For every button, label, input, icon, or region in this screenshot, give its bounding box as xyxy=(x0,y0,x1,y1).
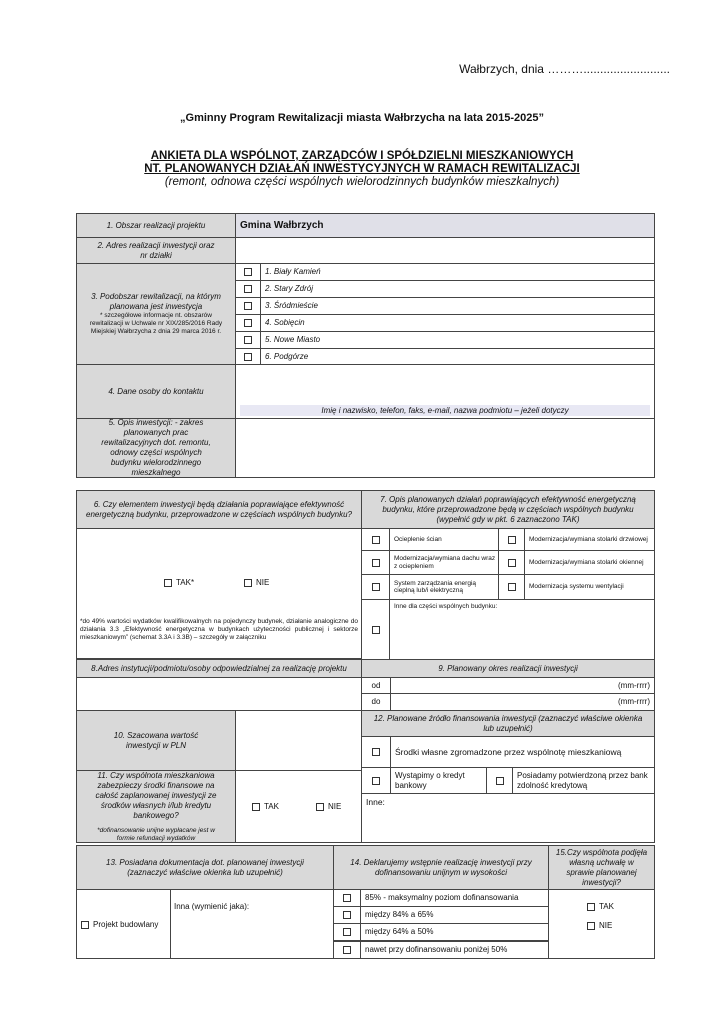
q11-label: 11. Czy wspólnota mieszkaniowa zabezpieczy środki finansowe na całość zaplanowanej inwestycji ze środków własnych i/lub kredytu bankowego? xyxy=(95,770,217,820)
q7-left-checkbox-cell xyxy=(361,574,390,600)
q3-option-checkbox[interactable] xyxy=(244,336,252,344)
q3-option-label: 3. Śródmieście xyxy=(260,297,655,315)
q7-right-checkbox[interactable] xyxy=(508,536,516,544)
q7-other-checkbox[interactable] xyxy=(372,626,380,634)
q7-right-option: Modernizacja/wymiana stolarki drzwiowej xyxy=(524,528,655,551)
q2-input[interactable] xyxy=(235,237,655,264)
q15-tak-checkbox[interactable] xyxy=(587,903,595,911)
q4-hint: Imię i nazwisko, telefon, faks, e-mail, nazwa podmiotu – jeżeli dotyczy xyxy=(240,405,650,416)
q12-own: Środki własne zgromadzone przez wspólnotę mieszkaniową xyxy=(390,736,655,768)
q12-credit-apply-checkbox[interactable] xyxy=(372,777,380,785)
q3-option-checkbox-cell xyxy=(235,297,261,315)
q15-label: 15.Czy wspólnota podjęła własną uchwałę w sprawie planowanej inwestycji? xyxy=(548,845,655,890)
q12-credit-have-checkbox[interactable] xyxy=(496,777,504,785)
q8-label: 8.Adres instytucji/podmiotu/osoby odpowiedzialnej za realizację projektu xyxy=(76,659,362,678)
q7-left-checkbox-cell xyxy=(361,528,390,551)
q7-right-checkbox[interactable] xyxy=(508,559,516,567)
q11-note: *dofinansowanie unijne wypłacane jest w formie refundacji wydatków xyxy=(97,826,215,842)
q15-nie[interactable]: NIE xyxy=(587,921,612,930)
q12-credit-have: Posiadamy potwierdzoną przez bank zdolność kredytową xyxy=(512,767,655,794)
q6-tak[interactable]: TAK* xyxy=(164,578,194,587)
q6-note: *do 49% wartości wydatków kwalifikowalnych na pojedynczy budynek, działanie analogiczne do działania 3.3 „Efektywność energetyczna w budynkach użyteczności publicznej i sektorze mieszkaniowym” (schemat 3.3A i 3.3B) – szczegóły w załączniku xyxy=(80,618,358,641)
q3-option-label: 6. Podgórze xyxy=(260,348,655,365)
q13-label: 13. Posiadana dokumentacja dot. planowanej inwestycji (zaznaczyć właściwe okienka lub uzupełnić) xyxy=(76,845,334,890)
q3-option-label: 1. Biały Kamień xyxy=(260,263,655,281)
q9-label: 9. Planowany okres realizacji inwestycji xyxy=(361,659,655,678)
q14-option-checkbox[interactable] xyxy=(343,911,351,919)
q14-option-label: 85% - maksymalny poziom dofinansowania xyxy=(360,889,549,907)
program-title: „Gminny Program Rewitalizacji miasta Wałbrzycha na lata 2015-2025” xyxy=(180,112,544,124)
q9-to-label: do xyxy=(361,693,391,711)
q7-other-label: Inne dla części wspólnych budynku: xyxy=(394,603,498,610)
q13-other-input[interactable]: Inna (wymienić jaka): xyxy=(170,889,334,959)
q14-label: 14. Deklarujemy wstępnie realizację inwestycji przy dofinansowaniu unijnym w wysokości xyxy=(333,845,549,890)
q7-left-checkbox[interactable] xyxy=(372,559,380,567)
q6-label: 6. Czy elementem inwestycji będą działania poprawiające efektywność energetyczną budynku, przeprowadzone w częściach wspólnych budynku? xyxy=(76,490,362,529)
q1-label: 1. Obszar realizacji projektu xyxy=(76,213,236,238)
q5-input[interactable] xyxy=(235,418,655,478)
q3-label-cell xyxy=(76,263,236,365)
q3-option-checkbox[interactable] xyxy=(244,353,252,361)
q11-tak-checkbox[interactable] xyxy=(252,803,260,811)
q6-nie-checkbox[interactable] xyxy=(244,579,252,587)
q14-option-checkbox[interactable] xyxy=(343,894,351,902)
q9-to-input[interactable]: (mm-rrrr) xyxy=(390,693,655,711)
q12-credit-apply: Wystąpimy o kredyt bankowy xyxy=(390,767,487,794)
q5-label: 5. Opis inwestycji: - zakres planowanych prac rewitalizacyjnych dot. remontu, odnowy części wspólnych budynku wielorodzinnego mieszkalnego xyxy=(76,418,236,478)
q12-label: 12. Planowane źródło finansowania inwestycji (zaznaczyć właściwe okienka lub uzupełnić) xyxy=(361,710,655,737)
q6-nie[interactable]: NIE xyxy=(244,578,269,587)
q11-nie-checkbox[interactable] xyxy=(316,803,324,811)
q3-option-checkbox[interactable] xyxy=(244,268,252,276)
survey-title-2: NT. PLANOWANYCH DZIAŁAŃ INWESTYCYJNYCH W RAMACH REWITALIZACJI xyxy=(144,163,580,175)
q2-label: 2. Adres realizacji inwestycji oraz nr działki xyxy=(76,237,236,264)
q4-label: 4. Dane osoby do kontaktu xyxy=(76,364,236,419)
q12-own-checkbox[interactable] xyxy=(372,748,380,756)
q11-label-cell xyxy=(76,770,236,843)
q7-right-checkbox-cell xyxy=(498,528,525,551)
q7-right-checkbox-cell xyxy=(498,550,525,575)
q13-project-checkbox[interactable] xyxy=(81,921,89,929)
q15-tak[interactable]: TAK xyxy=(587,902,614,911)
q7-other-input[interactable] xyxy=(389,599,655,660)
q10-label: 10. Szacowana wartość inwestycji w PLN xyxy=(76,710,236,771)
q3-note: * szczegółowe informacje nt. obszarów rewitalizacji w Uchwale nr XIX/285/2016 Rady Miejskiej Wałbrzycha z dnia 29 marca 2016 r. xyxy=(89,312,223,335)
q3-option-checkbox[interactable] xyxy=(244,285,252,293)
q7-left-checkbox[interactable] xyxy=(372,536,380,544)
date-line: Wałbrzych, dnia ……….......................... xyxy=(459,62,670,76)
q3-option-checkbox-cell xyxy=(235,331,261,349)
q10-input[interactable] xyxy=(235,710,362,771)
q3-option-checkbox[interactable] xyxy=(244,319,252,327)
q3-option-checkbox-cell xyxy=(235,348,261,365)
q3-option-label: 2. Stary Zdrój xyxy=(260,280,655,298)
q7-left-option: Ocieplenie ścian xyxy=(389,528,499,551)
q14-option-checkbox-cell xyxy=(333,941,361,959)
q12-credit-apply-cell xyxy=(361,767,391,794)
survey-subtitle: (remont, odnowa części wspólnych wielorodzinnych budynków mieszkalnych) xyxy=(164,176,560,188)
q14-option-checkbox-cell xyxy=(333,889,361,907)
q12-credit-have-cell xyxy=(486,767,513,794)
q3-option-checkbox-cell xyxy=(235,314,261,332)
q12-own-cell xyxy=(361,736,391,768)
q14-option-label: między 64% a 50% xyxy=(360,923,549,941)
q7-left-option: Modernizacja/wymiana dachu wraz z ociepleniem xyxy=(389,550,499,575)
q7-right-checkbox-cell xyxy=(498,574,525,600)
q7-right-option: Modernizacja systemu wentylacji xyxy=(524,574,655,600)
q3-option-label: 4. Sobięcin xyxy=(260,314,655,332)
q14-option-checkbox-cell xyxy=(333,923,361,941)
q3-label: 3. Podobszar rewitalizacji, na którym planowana jest inwestycja xyxy=(91,292,221,311)
q3-option-label: 5. Nowe Miasto xyxy=(260,331,655,349)
q3-option-checkbox-cell xyxy=(235,280,261,298)
q8-input[interactable] xyxy=(76,677,362,711)
q3-option-checkbox-cell xyxy=(235,263,261,281)
q7-left-checkbox-cell xyxy=(361,550,390,575)
q15-nie-checkbox[interactable] xyxy=(587,922,595,930)
q1-value: Gmina Wałbrzych xyxy=(235,213,655,238)
q12-other-input[interactable]: Inne: xyxy=(361,793,655,843)
q7-other-checkbox-cell xyxy=(361,599,390,660)
q9-from-input[interactable]: (mm-rrrr) xyxy=(390,677,655,694)
q7-right-checkbox[interactable] xyxy=(508,583,516,591)
q11-tak[interactable]: TAK xyxy=(252,802,279,811)
q3-option-checkbox[interactable] xyxy=(244,302,252,310)
q9-from-label: od xyxy=(361,677,391,694)
q7-left-option: System zarządzania energią cieplną lub/i elektryczną xyxy=(389,574,499,600)
q14-option-checkbox-cell xyxy=(333,906,361,924)
q11-nie[interactable]: NIE xyxy=(316,802,341,811)
q13-project[interactable]: Projekt budowlany xyxy=(81,920,158,929)
q7-left-checkbox[interactable] xyxy=(372,583,380,591)
q7-label: 7. Opis planowanych działań poprawiających efektywność energetyczną budynku, które przeprowadzone będą w częściach wspólnych budynku (wypełnić gdy w pkt. 6 zaznaczono TAK) xyxy=(361,490,655,529)
survey-title-1: ANKIETA DLA WSPÓLNOT, ZARZĄDCÓW I SPÓŁDZIELNI MIESZKANIOWYCH xyxy=(150,150,574,162)
q14-option-checkbox[interactable] xyxy=(343,946,351,954)
q14-option-label: między 84% a 65% xyxy=(360,906,549,924)
q14-option-label: nawet przy dofinansowaniu poniżej 50% xyxy=(360,941,549,959)
q6-tak-checkbox[interactable] xyxy=(164,579,172,587)
q14-option-checkbox[interactable] xyxy=(343,928,351,936)
q7-right-option: Modernizacja/wymiana stolarki okiennej xyxy=(524,550,655,575)
